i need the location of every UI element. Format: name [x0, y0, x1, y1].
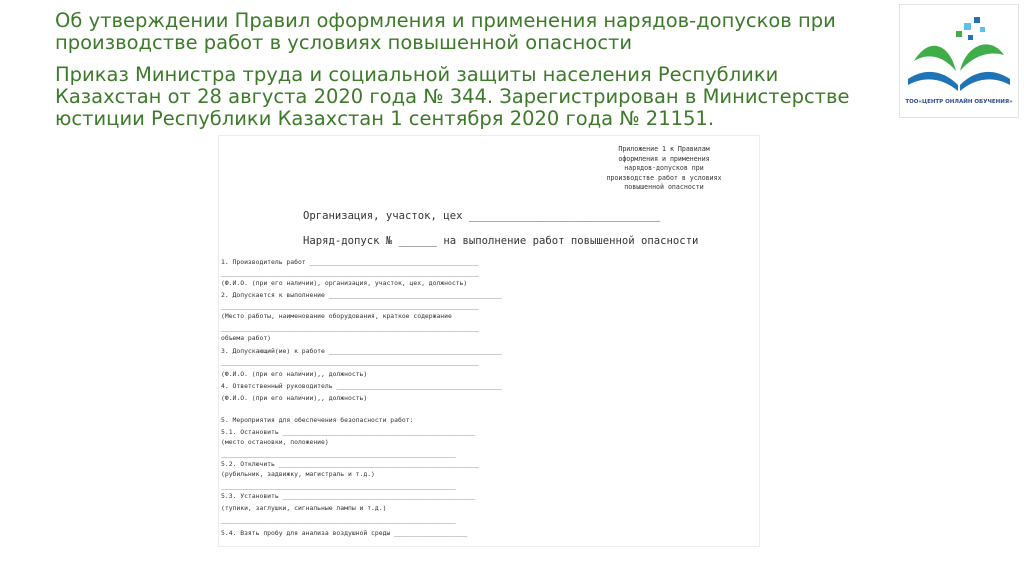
form-row: 5. Мероприятия для обеспечения безопасности работ:	[221, 416, 414, 424]
organization-line: Организация, участок, цех ______________________________	[303, 210, 661, 222]
form-row: 2. Допускается к выполнение _____________________________________________	[221, 291, 502, 299]
form-row: _____________________________________________________________	[221, 450, 456, 458]
appendix-line: оформления и применения	[618, 154, 710, 163]
form-row: ___________________________________________________________________	[221, 302, 479, 310]
form-row: (Ф.И.О. (при его наличии),, должность)	[221, 370, 368, 378]
form-row: объема работ)	[221, 334, 272, 342]
form-row: (Место работы, наименование оборудования, краткое содержание	[221, 312, 452, 320]
form-row: (Ф.И.О. (при его наличии),, должность)	[221, 394, 368, 402]
form-row: ___________________________________________________________________	[221, 358, 479, 366]
form-row: 5.1. Остановить __________________________________________________	[221, 428, 475, 436]
appendix-note	[589, 145, 739, 193]
appendix-line: Приложение 1 к Правилам	[618, 145, 710, 153]
form-row: 5.3. Установить __________________________________________________	[221, 492, 475, 500]
form-row: 5.2. Отключить ____________________________________________________	[221, 460, 479, 468]
form-row: (рубильник, задвижку, магистраль и т.д.)	[221, 470, 375, 478]
appendix-line: нарядов-допусков при	[624, 164, 704, 172]
form-row: (тупики, заглушки, сигнальные лампы и т.д.)	[221, 504, 387, 512]
logo-caption: ТОО«ЦЕНТР ОНЛАЙН ОБУЧЕНИЯ»	[905, 99, 1013, 105]
form-row: _____________________________________________________________	[221, 482, 456, 490]
slide-subtitle: Приказ Министра труда и социальной защиты населения Республики Казахстан от 28 августа 2020 года № 344. Зарегистрирован в Министерстве юстиции Республики Казахстан 1 сентября 2020 года № 21151.	[55, 63, 850, 130]
form-row: ___________________________________________________________________	[221, 324, 479, 332]
form-row: 5.4. Взять пробу для анализа воздушной среды ___________________	[221, 529, 468, 537]
form-row: (место остановки, положение)	[221, 438, 329, 446]
form-row: 3. Допускающий(ие) к работе _____________________________________________	[221, 347, 502, 355]
form-row: 1. Производитель работ ____________________________________________	[221, 258, 479, 266]
company-logo	[899, 4, 1019, 118]
form-row: (Ф.И.О. (при его наличии), организация, участок, цех, должность)	[221, 279, 468, 287]
form-row: ___________________________________________________________________	[221, 269, 479, 277]
permit-heading: Наряд-допуск № ______ на выполнение работ повышенной опасности	[303, 235, 699, 247]
appendix-line: повышенной опасности	[624, 183, 704, 191]
form-row: 4. Ответственный руководитель ___________________________________________	[221, 382, 502, 390]
form-row: _____________________________________________________________	[221, 516, 456, 524]
permit-form-image	[218, 135, 760, 547]
slide-title: Об утверждении Правил оформления и применения нарядов-допусков при производстве работ в условиях повышенной опасности	[55, 9, 836, 54]
appendix-line: производстве работ в условиях	[606, 173, 722, 182]
